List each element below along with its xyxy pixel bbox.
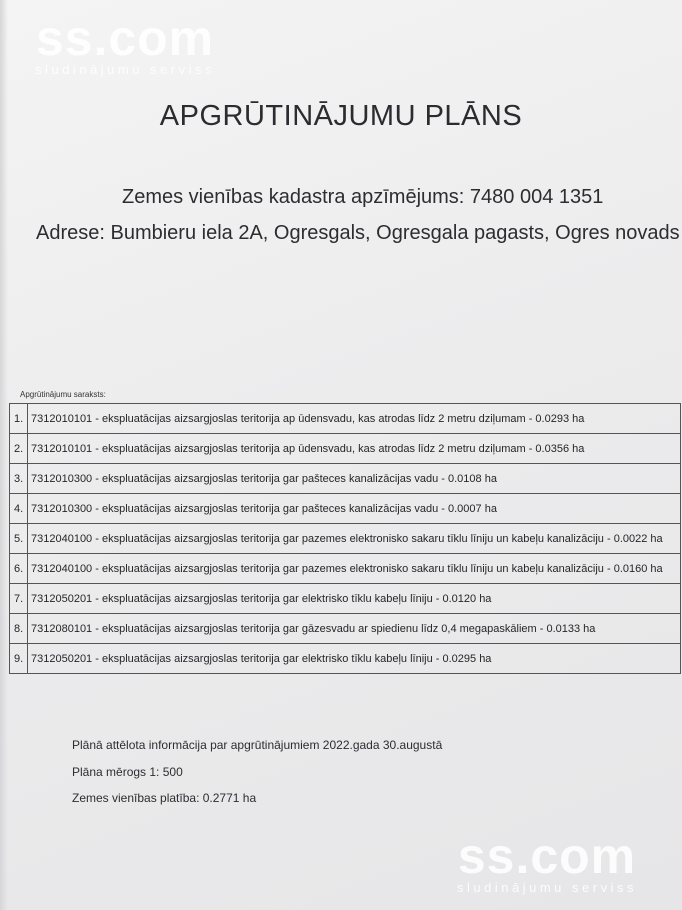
page-edge-shadow [0, 0, 8, 910]
burden-description: 7312010300 - ekspluatācijas aizsargjoslas teritorija gar pašteces kanalizācijas vadu - 0.0007 ha [28, 494, 681, 524]
table-row [10, 614, 681, 644]
table-row [10, 644, 681, 674]
burden-table [9, 403, 681, 674]
watermark-tagline: sludinājumu serviss [35, 62, 215, 77]
watermark-logo: ss.com [457, 828, 637, 884]
table-row [10, 554, 681, 584]
table-row [10, 464, 681, 494]
row-number: 6. [10, 554, 28, 584]
burden-description: 7312010101 - ekspluatācijas aizsargjoslas teritorija ap ūdensvadu, kas atrodas līdz 2 metru dziļumam - 0.0293 ha [28, 404, 681, 434]
burden-description: 7312010101 - ekspluatācijas aizsargjoslas teritorija ap ūdensvadu, kas atrodas līdz 2 metru dziļumam - 0.0356 ha [28, 434, 681, 464]
burden-description: 7312010300 - ekspluatācijas aizsargjoslas teritorija gar pašteces kanalizācijas vadu - 0.0108 ha [28, 464, 681, 494]
ss-com-watermark-top [20, 10, 230, 78]
cadastre-designation: Zemes vienības kadastra apzīmējums: 7480 004 1351 [122, 186, 604, 208]
ss-com-watermark-bottom [440, 828, 654, 896]
table-row [10, 494, 681, 524]
property-address: Adrese: Bumbieru iela 2A, Ogresgals, Ogresgala pagasts, Ogres novads [36, 222, 680, 244]
document-title: APGRŪTINĀJUMU PLĀNS [159, 100, 523, 132]
burden-description: 7312050201 - ekspluatācijas aizsargjoslas teritorija gar elektrisko tīklu kabeļu līniju - 0.0295 ha [28, 644, 681, 674]
row-number: 8. [10, 614, 28, 644]
table-row [10, 584, 681, 614]
row-number: 3. [10, 464, 28, 494]
row-number: 4. [10, 494, 28, 524]
table-row [10, 404, 681, 434]
burden-list-caption: Apgrūtinājumu saraksts: [20, 390, 106, 399]
row-number: 1. [10, 404, 28, 434]
row-number: 7. [10, 584, 28, 614]
row-number: 9. [10, 644, 28, 674]
burden-description: 7312040100 - ekspluatācijas aizsargjoslas teritorija gar pazemes elektronisko sakaru tīklu līniju un kabeļu kanalizāciju - 0.0022 ha [28, 524, 681, 554]
burden-description: 7312040100 - ekspluatācijas aizsargjoslas teritorija gar pazemes elektronisko sakaru tīklu līniju un kabeļu kanalizāciju - 0.0160 ha [28, 554, 681, 584]
row-number: 2. [10, 434, 28, 464]
plan-scale-line: Plāna mērogs 1: 500 [72, 765, 183, 779]
parcel-area-line: Zemes vienības platība: 0.2771 ha [72, 791, 257, 805]
watermark-logo: ss.com [35, 10, 215, 66]
watermark-tagline: sludinājumu serviss [457, 880, 637, 895]
table-row [10, 434, 681, 464]
info-date-line: Plānā attēlota informācija par apgrūtinājumiem 2022.gada 30.augustā [72, 738, 443, 752]
table-row [10, 524, 681, 554]
burden-description: 7312080101 - ekspluatācijas aizsargjoslas teritorija gar gāzesvadu ar spiedienu līdz 0,4 megapaskāliem - 0.0133 ha [28, 614, 681, 644]
row-number: 5. [10, 524, 28, 554]
burden-description: 7312050201 - ekspluatācijas aizsargjoslas teritorija gar elektrisko tīklu kabeļu līniju - 0.0120 ha [28, 584, 681, 614]
